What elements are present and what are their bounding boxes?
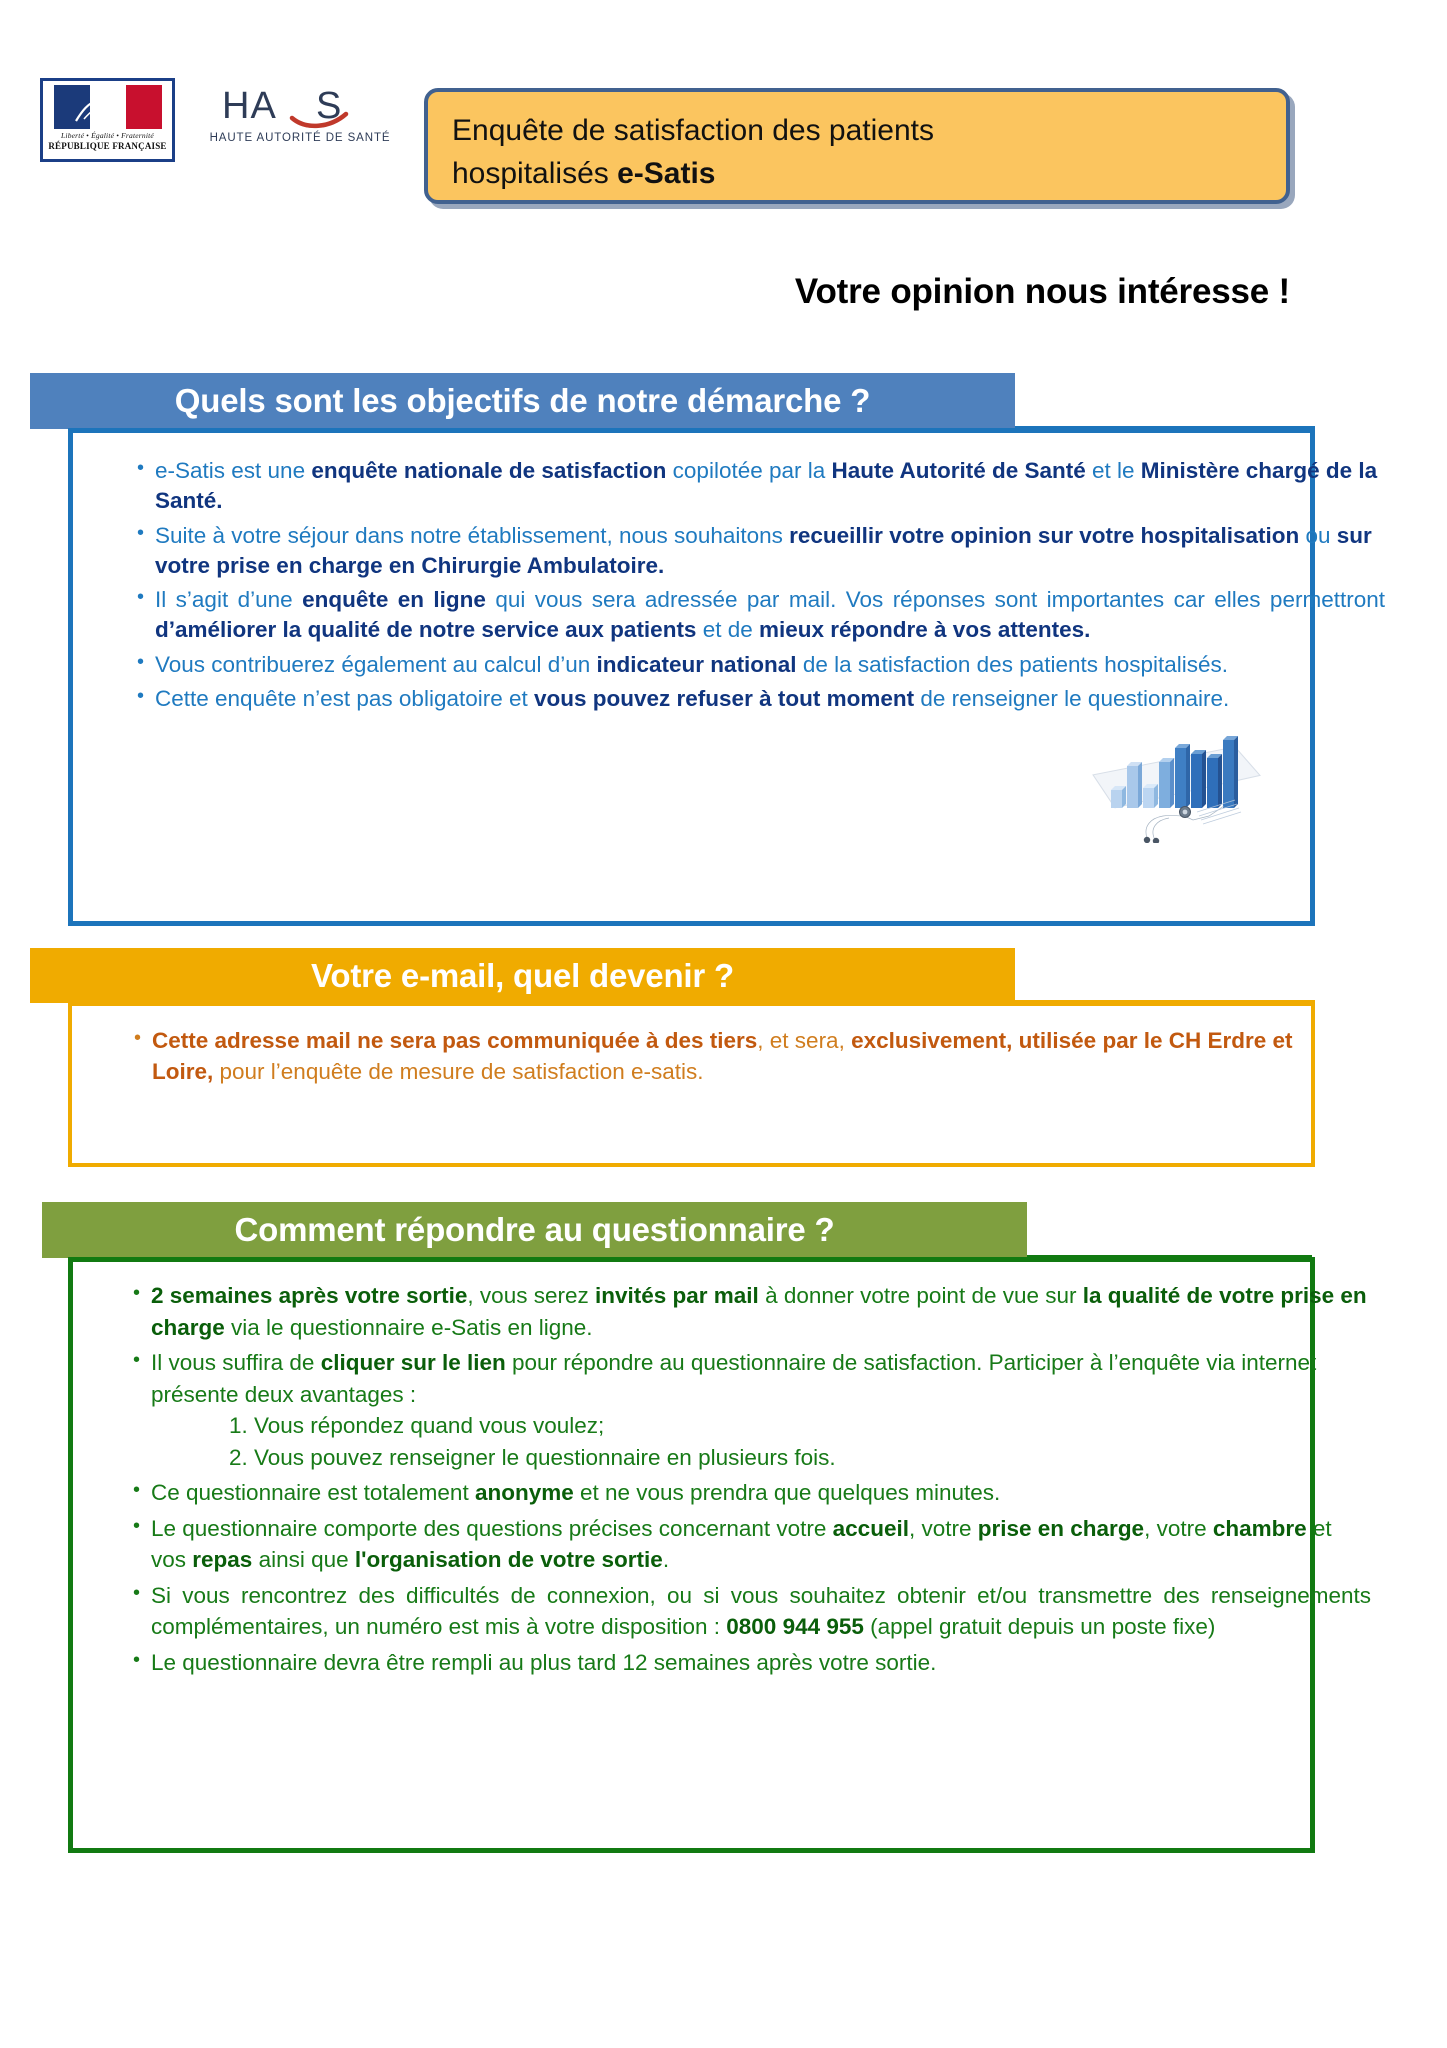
howto-bullet-list [131, 1280, 1371, 1678]
list-item: • Le questionnaire comporte des questions précises concernant votre accueil, votre prise en charge, votre chambre et vos repas ainsi que l'organisation de votre sortie. [131, 1513, 1371, 1576]
list-item: • Cette adresse mail ne sera pas communiquée à des tiers, et sera, exclusivement, utilisée par le CH Erdre et Loire, pour l’enquête de mesure de satisfaction e-satis. [132, 1026, 1352, 1088]
document-title-card [424, 88, 1290, 204]
objectives-heading: Quels sont les objectifs de notre démarche ? [30, 373, 1015, 429]
list-item: • Ce questionnaire est totalement anonyme et ne vous prendra que quelques minutes. [131, 1477, 1371, 1509]
list-item: • Cette enquête n’est pas obligatoire et vous pouvez refuser à tout moment de renseigner le questionnaire. [135, 684, 1385, 714]
objectives-content [135, 456, 1385, 718]
title-line-2-bold: e-Satis [617, 156, 716, 190]
list-item: • Il vous suffira de cliquer sur le lien pour répondre au questionnaire de satisfaction. Participer à l’enquête via internet présente deux avantages : 1. Vous répondez quand vous voulez; 2. Vous pouvez renseigner le questionnaire en plusieurs fois. [131, 1347, 1371, 1473]
french-flag-icon [54, 85, 162, 129]
marianne-devise: Liberté • Égalité • Fraternité [61, 131, 154, 140]
svg-text:HA: HA [222, 85, 277, 127]
marianne-profile-icon [72, 93, 132, 125]
has-wordmark-icon [220, 84, 380, 130]
republique-francaise-logo [40, 78, 175, 162]
list-item: • Le questionnaire devra être rempli au plus tard 12 semaines après votre sortie. [131, 1647, 1371, 1679]
slogan: Votre opinion nous intéresse ! [794, 272, 1290, 311]
howto-numbered-list [151, 1410, 1371, 1473]
list-item: • 2 semaines après votre sortie, vous serez invités par mail à donner votre point de vue sur la qualité de votre prise en charge via le questionnaire e-Satis en ligne. [131, 1280, 1371, 1343]
email-content [132, 1026, 1352, 1092]
list-item: • e-Satis est une enquête nationale de satisfaction copilotée par la Haute Autorité de Santé et le Ministère chargé de la Santé. [135, 456, 1385, 517]
numbered-item: 2. Vous pouvez renseigner le questionnaire en plusieurs fois. [229, 1444, 836, 1470]
marianne-republic-label: RÉPUBLIQUE FRANÇAISE [48, 141, 167, 151]
email-heading: Votre e-mail, quel devenir ? [30, 948, 1015, 1003]
list-item: • Suite à votre séjour dans notre établissement, nous souhaitons recueillir votre opinion sur votre hospitalisation ou sur votre prise en charge en Chirurgie Ambulatoire. [135, 521, 1385, 582]
howto-panel [68, 1257, 1371, 1853]
email-panel [68, 1002, 1315, 1167]
has-subtitle: HAUTE AUTORITÉ DE SANTÉ [209, 132, 391, 144]
svg-text:S: S [316, 85, 342, 127]
howto-content [131, 1280, 1371, 1682]
title-line-1: Enquête de satisfaction des patients [452, 114, 934, 147]
objectives-panel [68, 428, 1385, 926]
howto-heading: Comment répondre au questionnaire ? [42, 1202, 1027, 1258]
list-item: • Vous contribuerez également au calcul d’un indicateur national de la satisfaction des patients hospitalisés. [135, 650, 1385, 680]
email-bullet-list [132, 1026, 1352, 1088]
has-logo [205, 84, 395, 156]
numbered-item: 1. Vous répondez quand vous voulez; [229, 1413, 605, 1438]
document-header [0, 0, 1447, 311]
objectives-bullet-list [135, 456, 1385, 714]
title-line-2-plain: hospitalisés [452, 156, 618, 190]
list-item: • Il s’agit d’une enquête en ligne qui vous sera adressée par mail. Vos réponses sont importantes car elles permettront d’améliorer la qualité de notre service aux patients et de mieux répondre à vos attentes. [135, 585, 1385, 646]
list-item: • Si vous rencontrez des difficultés de connexion, ou si vous souhaitez obtenir et/ou transmettre des renseignements complémentaires, un numéro est mis à votre disposition : 0800 944 955 (appel gratuit depuis un poste fixe) [131, 1580, 1371, 1643]
